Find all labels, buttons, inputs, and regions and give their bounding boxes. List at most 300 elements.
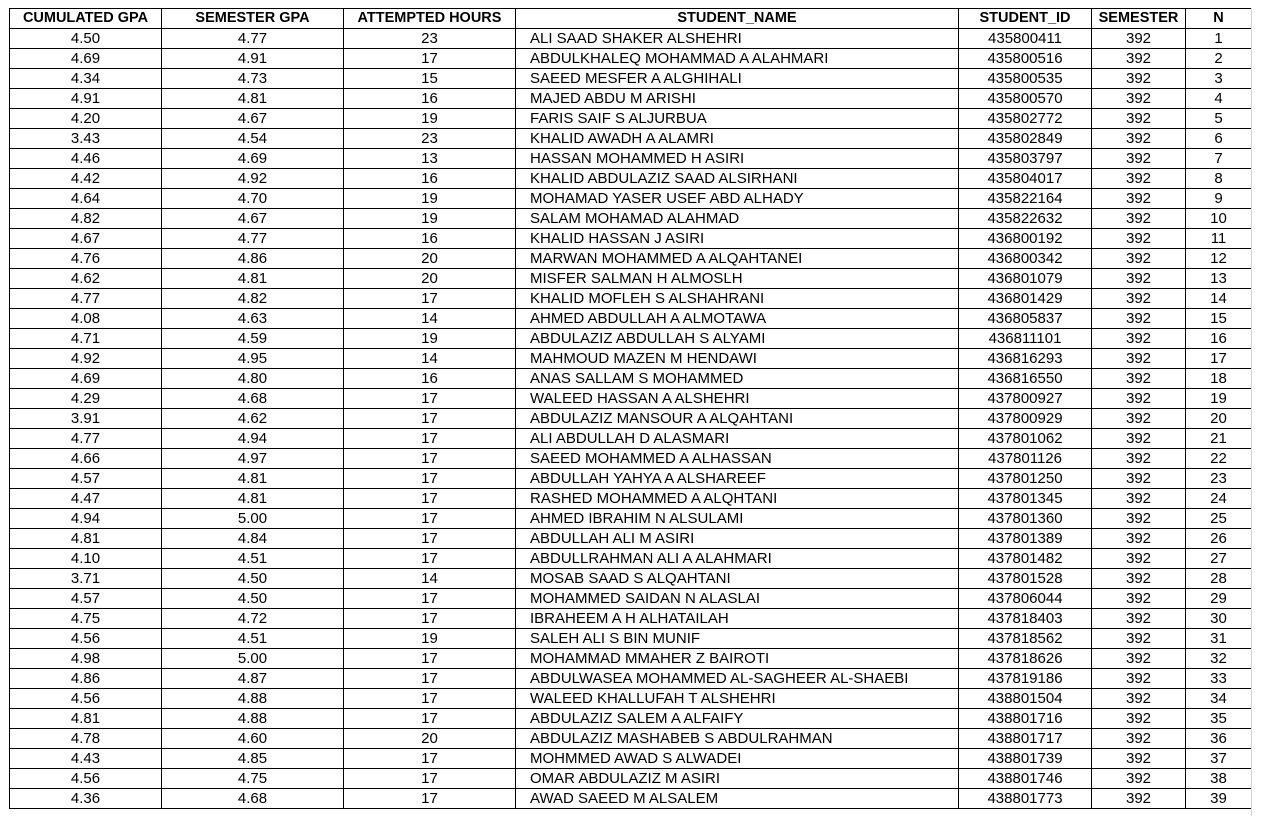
semester-cell[interactable]: 392	[1092, 129, 1186, 149]
n-cell[interactable]: 24	[1186, 489, 1252, 509]
cumulated-gpa-cell[interactable]: 4.78	[10, 729, 162, 749]
semester-cell[interactable]: 392	[1092, 629, 1186, 649]
n-cell[interactable]: 16	[1186, 329, 1252, 349]
table-row	[10, 429, 1252, 449]
student-id-cell[interactable]: 437801482	[959, 549, 1092, 569]
semester-cell[interactable]: 392	[1092, 409, 1186, 429]
n-cell[interactable]: 35	[1186, 709, 1252, 729]
semester-gpa-cell[interactable]: 4.63	[162, 309, 344, 329]
student-id-cell[interactable]: 437801360	[959, 509, 1092, 529]
semester-cell[interactable]: 392	[1092, 729, 1186, 749]
cumulated-gpa-cell[interactable]: 4.42	[10, 169, 162, 189]
student-name-cell[interactable]: RASHED MOHAMMED A ALQHTANI	[516, 489, 959, 509]
semester-gpa-cell[interactable]: 4.77	[162, 229, 344, 249]
student-id-cell[interactable]: 436816293	[959, 349, 1092, 369]
attempted-hours-cell[interactable]: 17	[344, 689, 516, 709]
header-semester-gpa[interactable]: SEMESTER GPA	[162, 9, 344, 29]
attempted-hours-cell[interactable]: 19	[344, 209, 516, 229]
student-name-cell[interactable]: MOHMMED AWAD S ALWADEI	[516, 749, 959, 769]
student-name-cell[interactable]: ALI SAAD SHAKER ALSHEHRI	[516, 29, 959, 49]
cumulated-gpa-cell[interactable]: 4.08	[10, 309, 162, 329]
header-student-name[interactable]: STUDENT_NAME	[516, 9, 959, 29]
cumulated-gpa-cell[interactable]: 4.82	[10, 209, 162, 229]
semester-cell[interactable]: 392	[1092, 329, 1186, 349]
student-name-cell[interactable]: ALI ABDULLAH D ALASMARI	[516, 429, 959, 449]
semester-cell[interactable]: 392	[1092, 649, 1186, 669]
semester-gpa-cell[interactable]: 4.77	[162, 29, 344, 49]
attempted-hours-cell[interactable]: 17	[344, 389, 516, 409]
student-id-cell[interactable]: 435800535	[959, 69, 1092, 89]
semester-cell[interactable]: 392	[1092, 269, 1186, 289]
cumulated-gpa-cell[interactable]: 4.81	[10, 529, 162, 549]
cumulated-gpa-cell[interactable]: 4.98	[10, 649, 162, 669]
attempted-hours-cell[interactable]: 17	[344, 669, 516, 689]
student-name-cell[interactable]: WALEED KHALLUFAH T ALSHEHRI	[516, 689, 959, 709]
student-id-cell[interactable]: 437818403	[959, 609, 1092, 629]
attempted-hours-cell[interactable]: 19	[344, 109, 516, 129]
attempted-hours-cell[interactable]: 17	[344, 489, 516, 509]
student-name-cell[interactable]: MOHAMMED SAIDAN N ALASLAI	[516, 589, 959, 609]
semester-cell[interactable]: 392	[1092, 309, 1186, 329]
student-id-cell[interactable]: 437806044	[959, 589, 1092, 609]
student-name-cell[interactable]: MISFER SALMAN H ALMOSLH	[516, 269, 959, 289]
semester-gpa-cell[interactable]: 4.81	[162, 89, 344, 109]
student-name-cell[interactable]: ABDULAZIZ SALEM A ALFAIFY	[516, 709, 959, 729]
semester-cell[interactable]: 392	[1092, 389, 1186, 409]
cumulated-gpa-cell[interactable]: 4.46	[10, 149, 162, 169]
attempted-hours-cell[interactable]: 17	[344, 549, 516, 569]
semester-cell[interactable]: 392	[1092, 189, 1186, 209]
semester-gpa-cell[interactable]: 4.68	[162, 789, 344, 809]
semester-cell[interactable]: 392	[1092, 449, 1186, 469]
cumulated-gpa-cell[interactable]: 4.36	[10, 789, 162, 809]
semester-gpa-cell[interactable]: 5.00	[162, 649, 344, 669]
table-row	[10, 529, 1252, 549]
semester-gpa-cell[interactable]: 4.72	[162, 609, 344, 629]
n-cell[interactable]: 21	[1186, 429, 1252, 449]
cumulated-gpa-cell[interactable]: 4.94	[10, 509, 162, 529]
semester-cell[interactable]: 392	[1092, 169, 1186, 189]
table-row	[10, 329, 1252, 349]
semester-gpa-cell[interactable]: 4.50	[162, 569, 344, 589]
student-gpa-table	[9, 8, 1252, 809]
cumulated-gpa-cell[interactable]: 4.10	[10, 549, 162, 569]
table-row	[10, 389, 1252, 409]
attempted-hours-cell[interactable]: 23	[344, 129, 516, 149]
attempted-hours-cell[interactable]: 19	[344, 189, 516, 209]
cumulated-gpa-cell[interactable]: 4.86	[10, 669, 162, 689]
n-cell[interactable]: 31	[1186, 629, 1252, 649]
student-id-cell[interactable]: 435804017	[959, 169, 1092, 189]
semester-gpa-cell[interactable]: 4.88	[162, 689, 344, 709]
n-cell[interactable]: 33	[1186, 669, 1252, 689]
attempted-hours-cell[interactable]: 17	[344, 509, 516, 529]
student-name-cell[interactable]: ABDULWASEA MOHAMMED AL-SAGHEER AL-SHAEBI	[516, 669, 959, 689]
semester-gpa-cell[interactable]: 4.51	[162, 629, 344, 649]
student-name-cell[interactable]: MAJED ABDU M ARISHI	[516, 89, 959, 109]
attempted-hours-cell[interactable]: 17	[344, 529, 516, 549]
student-name-cell[interactable]: KHALID AWADH A ALAMRI	[516, 129, 959, 149]
attempted-hours-cell[interactable]: 23	[344, 29, 516, 49]
student-id-cell[interactable]: 437801389	[959, 529, 1092, 549]
attempted-hours-cell[interactable]: 17	[344, 709, 516, 729]
student-name-cell[interactable]: ABDULLAH ALI M ASIRI	[516, 529, 959, 549]
semester-gpa-cell[interactable]: 4.81	[162, 489, 344, 509]
student-id-cell[interactable]: 435802772	[959, 109, 1092, 129]
cumulated-gpa-cell[interactable]: 4.56	[10, 689, 162, 709]
attempted-hours-cell[interactable]: 17	[344, 449, 516, 469]
semester-gpa-cell[interactable]: 4.67	[162, 209, 344, 229]
student-name-cell[interactable]: MOSAB SAAD S ALQAHTANI	[516, 569, 959, 589]
n-cell[interactable]: 15	[1186, 309, 1252, 329]
student-id-cell[interactable]: 436811101	[959, 329, 1092, 349]
student-id-cell[interactable]: 437801345	[959, 489, 1092, 509]
attempted-hours-cell[interactable]: 16	[344, 89, 516, 109]
semester-cell[interactable]: 392	[1092, 429, 1186, 449]
semester-gpa-cell[interactable]: 4.86	[162, 249, 344, 269]
student-name-cell[interactable]: ABDULLAH YAHYA A ALSHAREEF	[516, 469, 959, 489]
attempted-hours-cell[interactable]: 17	[344, 789, 516, 809]
cumulated-gpa-cell[interactable]: 4.77	[10, 429, 162, 449]
n-cell[interactable]: 2	[1186, 49, 1252, 69]
cumulated-gpa-cell[interactable]: 4.69	[10, 49, 162, 69]
cumulated-gpa-cell[interactable]: 4.56	[10, 629, 162, 649]
semester-gpa-cell[interactable]: 4.82	[162, 289, 344, 309]
n-cell[interactable]: 29	[1186, 589, 1252, 609]
n-cell[interactable]: 39	[1186, 789, 1252, 809]
semester-cell[interactable]: 392	[1092, 549, 1186, 569]
semester-cell[interactable]: 392	[1092, 569, 1186, 589]
header-attempted-hours[interactable]: ATTEMPTED HOURS	[344, 9, 516, 29]
semester-gpa-cell[interactable]: 4.68	[162, 389, 344, 409]
n-cell[interactable]: 8	[1186, 169, 1252, 189]
semester-gpa-cell[interactable]: 4.81	[162, 469, 344, 489]
attempted-hours-cell[interactable]: 16	[344, 169, 516, 189]
cumulated-gpa-cell[interactable]: 4.92	[10, 349, 162, 369]
table-row	[10, 649, 1252, 669]
semester-cell[interactable]: 392	[1092, 349, 1186, 369]
cumulated-gpa-cell[interactable]: 4.62	[10, 269, 162, 289]
semester-cell[interactable]: 392	[1092, 29, 1186, 49]
student-id-cell[interactable]: 437818562	[959, 629, 1092, 649]
student-id-cell[interactable]: 436800342	[959, 249, 1092, 269]
semester-gpa-cell[interactable]: 4.51	[162, 549, 344, 569]
n-cell[interactable]: 10	[1186, 209, 1252, 229]
semester-gpa-cell[interactable]: 4.67	[162, 109, 344, 129]
table-row	[10, 569, 1252, 589]
student-id-cell[interactable]: 437818626	[959, 649, 1092, 669]
student-name-cell[interactable]: AHMED ABDULLAH A ALMOTAWA	[516, 309, 959, 329]
n-cell[interactable]: 12	[1186, 249, 1252, 269]
semester-cell[interactable]: 392	[1092, 469, 1186, 489]
cumulated-gpa-cell[interactable]: 4.66	[10, 449, 162, 469]
student-name-cell[interactable]: ANAS SALLAM S MOHAMMED	[516, 369, 959, 389]
semester-gpa-cell[interactable]: 4.54	[162, 129, 344, 149]
attempted-hours-cell[interactable]: 13	[344, 149, 516, 169]
n-cell[interactable]: 37	[1186, 749, 1252, 769]
attempted-hours-cell[interactable]: 15	[344, 69, 516, 89]
semester-gpa-cell[interactable]: 4.84	[162, 529, 344, 549]
table-row	[10, 109, 1252, 129]
cumulated-gpa-cell[interactable]: 4.43	[10, 749, 162, 769]
semester-cell[interactable]: 392	[1092, 229, 1186, 249]
attempted-hours-cell[interactable]: 20	[344, 249, 516, 269]
semester-cell[interactable]: 392	[1092, 49, 1186, 69]
cumulated-gpa-cell[interactable]: 4.76	[10, 249, 162, 269]
table-row	[10, 189, 1252, 209]
student-id-cell[interactable]: 436801079	[959, 269, 1092, 289]
n-cell[interactable]: 7	[1186, 149, 1252, 169]
student-id-cell[interactable]: 438801717	[959, 729, 1092, 749]
cumulated-gpa-cell[interactable]: 4.69	[10, 369, 162, 389]
semester-gpa-cell[interactable]: 4.92	[162, 169, 344, 189]
student-name-cell[interactable]: MOHAMAD YASER USEF ABD ALHADY	[516, 189, 959, 209]
cumulated-gpa-cell[interactable]: 4.50	[10, 29, 162, 49]
student-name-cell[interactable]: ABDULAZIZ MANSOUR A ALQAHTANI	[516, 409, 959, 429]
semester-cell[interactable]: 392	[1092, 709, 1186, 729]
n-cell[interactable]: 3	[1186, 69, 1252, 89]
student-name-cell[interactable]: FARIS SAIF S ALJURBUA	[516, 109, 959, 129]
attempted-hours-cell[interactable]: 17	[344, 649, 516, 669]
semester-cell[interactable]: 392	[1092, 509, 1186, 529]
n-cell[interactable]: 23	[1186, 469, 1252, 489]
header-semester[interactable]: SEMESTER	[1092, 9, 1186, 29]
cumulated-gpa-cell[interactable]: 4.91	[10, 89, 162, 109]
attempted-hours-cell[interactable]: 17	[344, 49, 516, 69]
semester-gpa-cell[interactable]: 4.73	[162, 69, 344, 89]
n-cell[interactable]: 13	[1186, 269, 1252, 289]
n-cell[interactable]: 19	[1186, 389, 1252, 409]
semester-cell[interactable]: 392	[1092, 769, 1186, 789]
attempted-hours-cell[interactable]: 17	[344, 429, 516, 449]
attempted-hours-cell[interactable]: 17	[344, 289, 516, 309]
table-row	[10, 629, 1252, 649]
table-row	[10, 589, 1252, 609]
table-row	[10, 269, 1252, 289]
semester-gpa-cell[interactable]: 4.85	[162, 749, 344, 769]
n-cell[interactable]: 1	[1186, 29, 1252, 49]
student-name-cell[interactable]: AWAD SAEED M ALSALEM	[516, 789, 959, 809]
semester-gpa-cell[interactable]: 4.91	[162, 49, 344, 69]
n-cell[interactable]: 36	[1186, 729, 1252, 749]
student-name-cell[interactable]: KHALID HASSAN J ASIRI	[516, 229, 959, 249]
cumulated-gpa-cell[interactable]: 4.57	[10, 589, 162, 609]
student-name-cell[interactable]: KHALID MOFLEH S ALSHAHRANI	[516, 289, 959, 309]
cumulated-gpa-cell[interactable]: 3.43	[10, 129, 162, 149]
student-name-cell[interactable]: ABDULKHALEQ MOHAMMAD A ALAHMARI	[516, 49, 959, 69]
student-name-cell[interactable]: SAEED MOHAMMED A ALHASSAN	[516, 449, 959, 469]
semester-gpa-cell[interactable]: 4.95	[162, 349, 344, 369]
student-id-cell[interactable]: 438801773	[959, 789, 1092, 809]
student-id-cell[interactable]: 438801746	[959, 769, 1092, 789]
cumulated-gpa-cell[interactable]: 4.34	[10, 69, 162, 89]
semester-gpa-cell[interactable]: 4.97	[162, 449, 344, 469]
student-id-cell[interactable]: 435802849	[959, 129, 1092, 149]
semester-gpa-cell[interactable]: 4.62	[162, 409, 344, 429]
cumulated-gpa-cell[interactable]: 4.47	[10, 489, 162, 509]
student-id-cell[interactable]: 438801739	[959, 749, 1092, 769]
semester-gpa-cell[interactable]: 5.00	[162, 509, 344, 529]
semester-gpa-cell[interactable]: 4.80	[162, 369, 344, 389]
student-id-cell[interactable]: 436805837	[959, 309, 1092, 329]
n-cell[interactable]: 18	[1186, 369, 1252, 389]
semester-cell[interactable]: 392	[1092, 529, 1186, 549]
cumulated-gpa-cell[interactable]: 4.64	[10, 189, 162, 209]
cumulated-gpa-cell[interactable]: 4.81	[10, 709, 162, 729]
semester-cell[interactable]: 392	[1092, 109, 1186, 129]
semester-gpa-cell[interactable]: 4.59	[162, 329, 344, 349]
student-name-cell[interactable]: ABDULLRAHMAN ALI A ALAHMARI	[516, 549, 959, 569]
attempted-hours-cell[interactable]: 19	[344, 629, 516, 649]
table-row	[10, 29, 1252, 49]
student-id-cell[interactable]: 435822632	[959, 209, 1092, 229]
n-cell[interactable]: 14	[1186, 289, 1252, 309]
semester-cell[interactable]: 392	[1092, 789, 1186, 809]
attempted-hours-cell[interactable]: 20	[344, 729, 516, 749]
attempted-hours-cell[interactable]: 16	[344, 229, 516, 249]
cumulated-gpa-cell[interactable]: 4.29	[10, 389, 162, 409]
student-id-cell[interactable]: 438801716	[959, 709, 1092, 729]
n-cell[interactable]: 20	[1186, 409, 1252, 429]
student-name-cell[interactable]: MOHAMMAD MMAHER Z BAIROTI	[516, 649, 959, 669]
table-row	[10, 49, 1252, 69]
attempted-hours-cell[interactable]: 17	[344, 589, 516, 609]
n-cell[interactable]: 34	[1186, 689, 1252, 709]
student-id-cell[interactable]: 437801062	[959, 429, 1092, 449]
semester-cell[interactable]: 392	[1092, 209, 1186, 229]
student-name-cell[interactable]: SALEH ALI S BIN MUNIF	[516, 629, 959, 649]
student-name-cell[interactable]: MARWAN MOHAMMED A ALQAHTANEI	[516, 249, 959, 269]
attempted-hours-cell[interactable]: 16	[344, 369, 516, 389]
attempted-hours-cell[interactable]: 17	[344, 469, 516, 489]
attempted-hours-cell[interactable]: 17	[344, 749, 516, 769]
student-name-cell[interactable]: SAEED MESFER A ALGHIHALI	[516, 69, 959, 89]
semester-cell[interactable]: 392	[1092, 369, 1186, 389]
n-cell[interactable]: 6	[1186, 129, 1252, 149]
student-id-cell[interactable]: 437801528	[959, 569, 1092, 589]
cumulated-gpa-cell[interactable]: 4.20	[10, 109, 162, 129]
cumulated-gpa-cell[interactable]: 3.91	[10, 409, 162, 429]
header-cumulated-gpa[interactable]: CUMULATED GPA	[10, 9, 162, 29]
student-id-cell[interactable]: 435800411	[959, 29, 1092, 49]
student-id-cell[interactable]: 435800516	[959, 49, 1092, 69]
semester-cell[interactable]: 392	[1092, 689, 1186, 709]
student-name-cell[interactable]: IBRAHEEM A H ALHATAILAH	[516, 609, 959, 629]
cumulated-gpa-cell[interactable]: 4.77	[10, 289, 162, 309]
semester-gpa-cell[interactable]: 4.94	[162, 429, 344, 449]
semester-cell[interactable]: 392	[1092, 609, 1186, 629]
student-id-cell[interactable]: 435822164	[959, 189, 1092, 209]
student-name-cell[interactable]: ABDULAZIZ ABDULLAH S ALYAMI	[516, 329, 959, 349]
student-id-cell[interactable]: 437801126	[959, 449, 1092, 469]
student-name-cell[interactable]: WALEED HASSAN A ALSHEHRI	[516, 389, 959, 409]
student-id-cell[interactable]: 437800927	[959, 389, 1092, 409]
student-id-cell[interactable]: 435803797	[959, 149, 1092, 169]
student-name-cell[interactable]: ABDULAZIZ MASHABEB S ABDULRAHMAN	[516, 729, 959, 749]
n-cell[interactable]: 27	[1186, 549, 1252, 569]
n-cell[interactable]: 38	[1186, 769, 1252, 789]
attempted-hours-cell[interactable]: 20	[344, 269, 516, 289]
student-id-cell[interactable]: 437819186	[959, 669, 1092, 689]
semester-cell[interactable]: 392	[1092, 149, 1186, 169]
n-cell[interactable]: 26	[1186, 529, 1252, 549]
cumulated-gpa-cell[interactable]: 4.67	[10, 229, 162, 249]
attempted-hours-cell[interactable]: 14	[344, 349, 516, 369]
student-id-cell[interactable]: 436816550	[959, 369, 1092, 389]
semester-cell[interactable]: 392	[1092, 249, 1186, 269]
n-cell[interactable]: 17	[1186, 349, 1252, 369]
attempted-hours-cell[interactable]: 17	[344, 769, 516, 789]
semester-cell[interactable]: 392	[1092, 589, 1186, 609]
semester-gpa-cell[interactable]: 4.81	[162, 269, 344, 289]
student-id-cell[interactable]: 437800929	[959, 409, 1092, 429]
header-n[interactable]: N	[1186, 9, 1252, 29]
n-cell[interactable]: 4	[1186, 89, 1252, 109]
student-name-cell[interactable]: MAHMOUD MAZEN M HENDAWI	[516, 349, 959, 369]
semester-gpa-cell[interactable]: 4.70	[162, 189, 344, 209]
student-id-cell[interactable]: 435800570	[959, 89, 1092, 109]
table-row	[10, 489, 1252, 509]
cumulated-gpa-cell[interactable]: 4.56	[10, 769, 162, 789]
semester-gpa-cell[interactable]: 4.88	[162, 709, 344, 729]
semester-cell[interactable]: 392	[1092, 749, 1186, 769]
spreadsheet	[9, 8, 1252, 809]
semester-cell[interactable]: 392	[1092, 289, 1186, 309]
n-cell[interactable]: 9	[1186, 189, 1252, 209]
header-student-id[interactable]: STUDENT_ID	[959, 9, 1092, 29]
student-name-cell[interactable]: SALAM MOHAMAD ALAHMAD	[516, 209, 959, 229]
semester-cell[interactable]: 392	[1092, 669, 1186, 689]
attempted-hours-cell[interactable]: 14	[344, 309, 516, 329]
semester-gpa-cell[interactable]: 4.87	[162, 669, 344, 689]
table-row	[10, 549, 1252, 569]
cumulated-gpa-cell[interactable]: 4.71	[10, 329, 162, 349]
cumulated-gpa-cell[interactable]: 4.75	[10, 609, 162, 629]
student-id-cell[interactable]: 436800192	[959, 229, 1092, 249]
n-cell[interactable]: 5	[1186, 109, 1252, 129]
table-row	[10, 369, 1252, 389]
student-name-cell[interactable]: AHMED IBRAHIM N ALSULAMI	[516, 509, 959, 529]
attempted-hours-cell[interactable]: 14	[344, 569, 516, 589]
semester-gpa-cell[interactable]: 4.50	[162, 589, 344, 609]
semester-gpa-cell[interactable]: 4.69	[162, 149, 344, 169]
student-id-cell[interactable]: 437801250	[959, 469, 1092, 489]
n-cell[interactable]: 22	[1186, 449, 1252, 469]
attempted-hours-cell[interactable]: 19	[344, 329, 516, 349]
attempted-hours-cell[interactable]: 17	[344, 409, 516, 429]
table-row	[10, 309, 1252, 329]
semester-gpa-cell[interactable]: 4.60	[162, 729, 344, 749]
n-cell[interactable]: 25	[1186, 509, 1252, 529]
cumulated-gpa-cell[interactable]: 4.57	[10, 469, 162, 489]
student-name-cell[interactable]: OMAR ABDULAZIZ M ASIRI	[516, 769, 959, 789]
semester-cell[interactable]: 392	[1092, 89, 1186, 109]
semester-cell[interactable]: 392	[1092, 69, 1186, 89]
student-name-cell[interactable]: KHALID ABDULAZIZ SAAD ALSIRHANI	[516, 169, 959, 189]
n-cell[interactable]: 28	[1186, 569, 1252, 589]
student-id-cell[interactable]: 436801429	[959, 289, 1092, 309]
table-row	[10, 209, 1252, 229]
n-cell[interactable]: 30	[1186, 609, 1252, 629]
semester-cell[interactable]: 392	[1092, 489, 1186, 509]
n-cell[interactable]: 11	[1186, 229, 1252, 249]
student-name-cell[interactable]: HASSAN MOHAMMED H ASIRI	[516, 149, 959, 169]
student-id-cell[interactable]: 438801504	[959, 689, 1092, 709]
n-cell[interactable]: 32	[1186, 649, 1252, 669]
semester-gpa-cell[interactable]: 4.75	[162, 769, 344, 789]
cumulated-gpa-cell[interactable]: 3.71	[10, 569, 162, 589]
attempted-hours-cell[interactable]: 17	[344, 609, 516, 629]
